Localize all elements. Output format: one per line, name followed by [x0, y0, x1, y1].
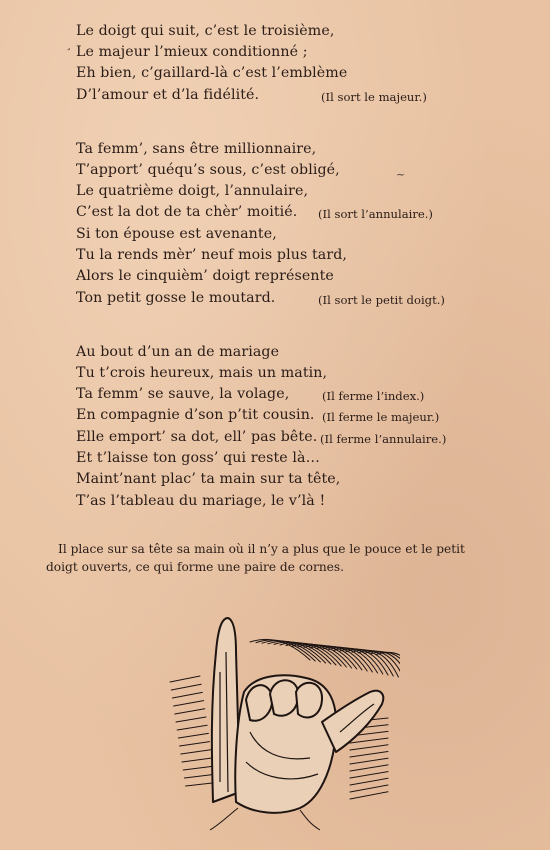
- hatch-line: [177, 725, 207, 730]
- verse-line: Le majeur l’mieux conditionné ;: [76, 44, 308, 60]
- verse-line: T’as l’tableau du mariage, le v’là !: [76, 493, 326, 509]
- verse-line: Maint’nant plac’ ta main sur ta tête,: [76, 471, 341, 487]
- verse-line: En compagnie d’son p’tit cousin.: [76, 407, 315, 423]
- verse-line: Tu la rends mèr’ neuf mois plus tard,: [76, 247, 347, 263]
- stage-direction: (Il ferme le majeur.): [322, 410, 440, 424]
- hatch-line: [350, 745, 388, 750]
- verse-line: C’est la dot de ta chèr’ moitié.: [76, 204, 298, 220]
- hatch-line: [350, 785, 388, 792]
- hatch-line: [180, 742, 210, 746]
- verse-line: T’apport’ quéqu’s sous, c’est obligé,: [76, 162, 340, 178]
- verse-line: Si ton épouse est avenante,: [76, 226, 277, 242]
- hatch-line: [186, 783, 216, 786]
- hatch-line: [181, 750, 211, 754]
- hatch-line: [350, 778, 388, 785]
- hatch-line: [350, 752, 388, 758]
- verse-line: Ta femm’ se sauve, la volage,: [76, 386, 290, 402]
- hand-horns-engraving-icon: [150, 612, 400, 836]
- print-mark: ~: [396, 168, 406, 181]
- verse-line: Tu t’crois heureux, mais un matin,: [76, 365, 328, 381]
- verse-line: Et t’laisse ton goss’ qui reste là…: [76, 450, 320, 466]
- verse-line: Le quatrième doigt, l’annulaire,: [76, 183, 309, 199]
- hatch-line: [182, 758, 212, 762]
- hatch-line: [175, 709, 205, 714]
- verse-line: Ton petit gosse le moutard.: [76, 290, 276, 306]
- hatch-line: [184, 774, 214, 778]
- verse-line: Le doigt qui suit, c’est le troisième,: [76, 23, 335, 39]
- stage-direction: (Il sort le petit doigt.): [318, 293, 445, 307]
- hatch-line: [350, 738, 388, 743]
- hatch-line: [176, 717, 206, 722]
- hatch-line: [172, 692, 202, 698]
- stage-direction: (Il sort le majeur.): [321, 90, 427, 104]
- verse-line: D’l’amour et d’la fidélité.: [76, 87, 260, 103]
- hatch-line: [174, 701, 204, 706]
- hatch-line: [350, 772, 388, 778]
- hatch-line: [350, 765, 388, 771]
- verse-line: Eh bien, c’gaillard-là c’est l’emblème: [76, 65, 348, 81]
- hatch-line: [370, 652, 400, 680]
- stage-direction: (Il sort l’annulaire.): [318, 207, 433, 221]
- verse-line: Au bout d’un an de mariage: [76, 344, 280, 360]
- description-line: Il place sur sa tête sa main où il n’y a plus que le pouce et le petit: [58, 542, 465, 556]
- verse-line: Elle emport’ sa dot, ell’ pas bête.: [76, 429, 318, 445]
- hatch-line: [350, 758, 388, 764]
- description-line: doigt ouverts, ce qui forme une paire de cornes.: [46, 560, 345, 574]
- hatch-line: [183, 766, 213, 770]
- verse-line: Ta femm’, sans être millionnaire,: [76, 141, 317, 157]
- hatch-line: [350, 792, 388, 799]
- verse-line: Alors le cinquièm’ doigt représente: [76, 268, 334, 284]
- stage-direction: (Il ferme l’index.): [322, 389, 425, 403]
- hatch-line: [170, 676, 200, 682]
- stage-direction: (Il ferme l’annulaire.): [320, 432, 447, 446]
- hatch-line: [171, 684, 201, 690]
- hatch-line: [178, 733, 208, 738]
- print-mark: ¸: [66, 38, 72, 51]
